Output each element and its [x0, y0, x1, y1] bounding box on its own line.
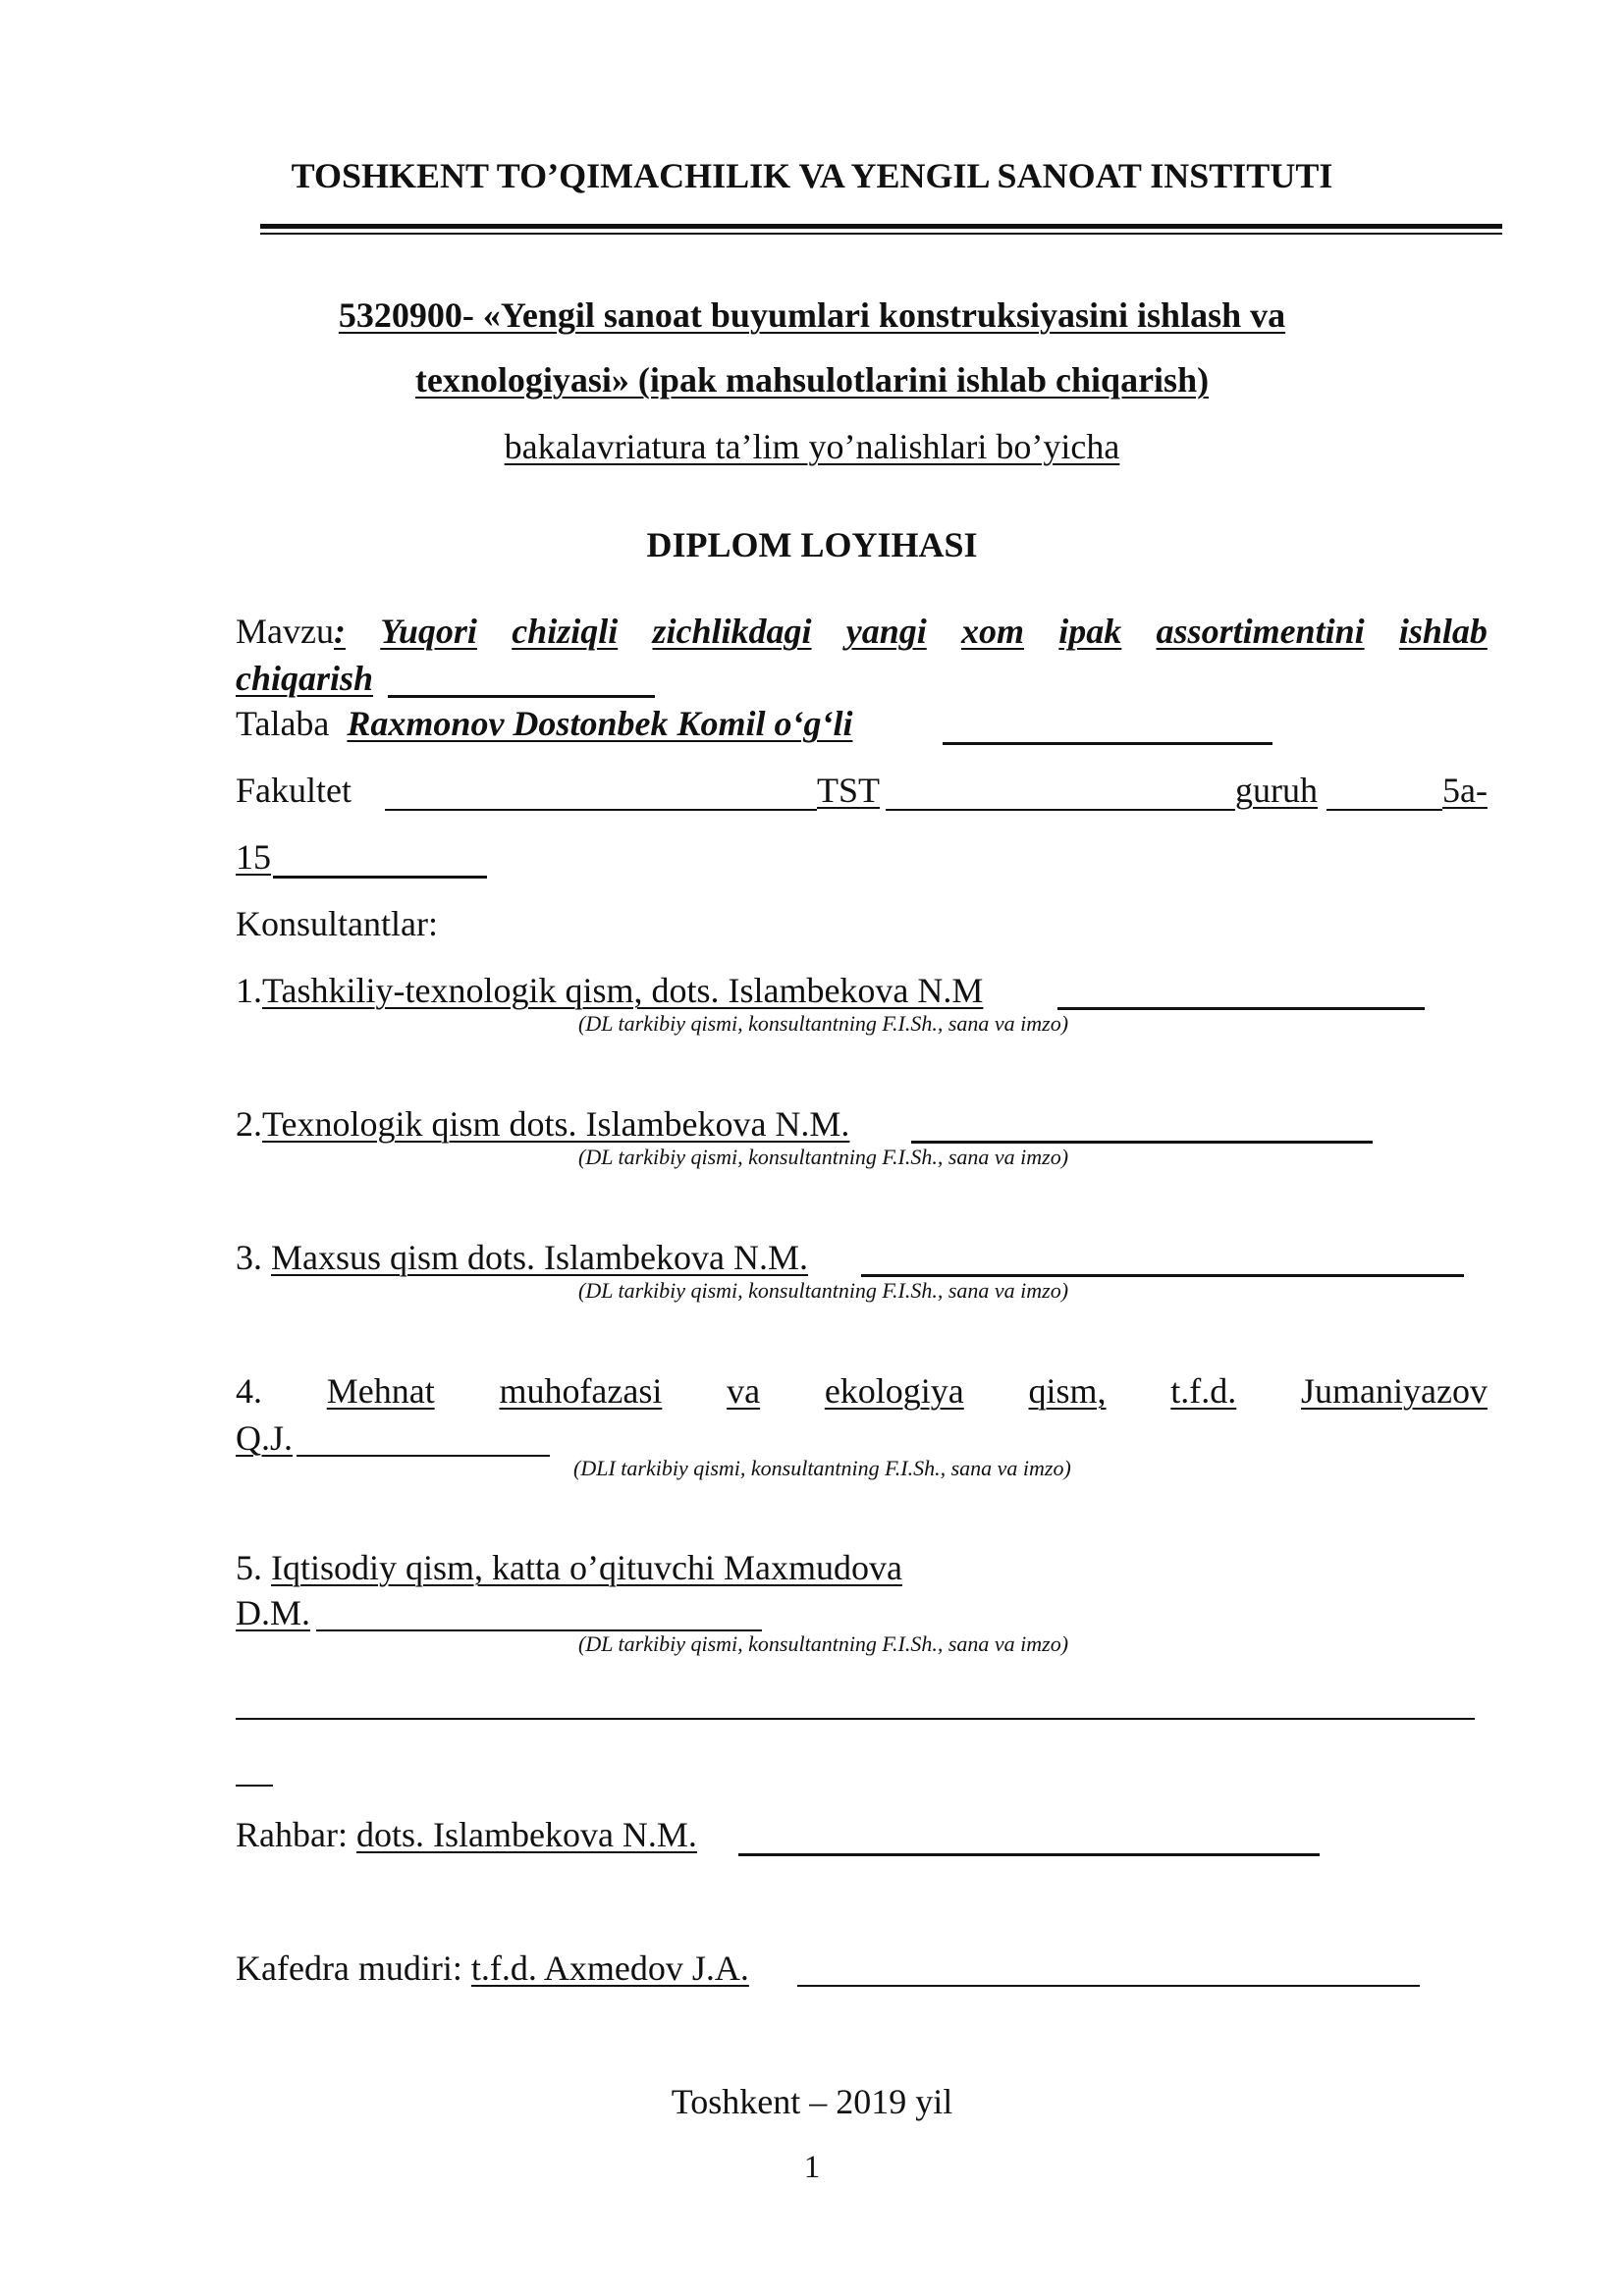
consultant-note: (DL tarkibiy qismi, konsultantning F.I.Sh., sana va imzo) — [578, 1011, 1069, 1036]
topic-label: Mavzu — [236, 612, 334, 651]
document-title: DIPLOM LOYIHASI — [646, 525, 978, 564]
student-fill-line — [943, 742, 1272, 745]
group-fill-2 — [273, 876, 487, 879]
consultant-word: ekologiya — [824, 1371, 964, 1411]
faculty-value: TST — [817, 771, 881, 810]
consultant-word: muhofazasi — [499, 1371, 663, 1411]
head-line — [236, 1948, 749, 1989]
place-year: Toshkent – 2019 yil — [671, 2082, 953, 2121]
consultant-text: Iqtisodiy qism, katta o’qituvchi Maxmudova — [271, 1548, 902, 1587]
topic-word: ipak — [1058, 612, 1122, 651]
consultant-5-line-2: D.M. — [236, 1593, 311, 1632]
consultant-text: Maxsus qism dots. Islambekova N.M. — [271, 1238, 808, 1277]
consultant-word: Mehnat — [326, 1371, 435, 1411]
consultant-word: va — [727, 1371, 761, 1411]
consultant-2-fill — [911, 1141, 1373, 1144]
topic-word: xom — [961, 612, 1025, 651]
topic-line-2: chiqarish — [236, 659, 374, 698]
consultant-3 — [236, 1237, 808, 1278]
consultant-text: Texnologik qism dots. Islambekova N.M. — [262, 1104, 850, 1144]
head-label: Kafedra mudiri: — [236, 1949, 462, 1988]
topic-word: chiziqli — [512, 612, 619, 651]
consultant-text: Tashkiliy-texnologik qism, dots. Islambekova N.M — [262, 971, 984, 1010]
head-fill — [797, 1985, 1420, 1987]
topic-word: assortimentini — [1156, 612, 1365, 651]
faculty-fill-1 — [385, 809, 817, 811]
consultant-number: 4. — [236, 1371, 262, 1411]
specialty-line-1: 5320900- «Yengil sanoat buyumlari konstruksiyasini ishlash va — [338, 295, 1286, 335]
consultant-number: 3. — [236, 1238, 271, 1277]
consultant-1 — [236, 970, 983, 1011]
consultants-label: Konsultantlar: — [236, 904, 438, 943]
consultant-number: 2. — [236, 1104, 262, 1144]
consultant-note: (DL tarkibiy qismi, konsultantning F.I.Sh., sana va imzo) — [578, 1631, 1069, 1656]
consultant-4-line-2: Q.J. — [236, 1418, 294, 1458]
consultant-1-fill — [1057, 1007, 1425, 1010]
topic-word: yangi — [845, 612, 927, 651]
consultant-note: (DLI tarkibiy qismi, konsultantning F.I.Sh., sana va imzo) — [573, 1456, 1071, 1480]
faculty-label: Fakultet — [236, 771, 352, 810]
topic-word: Yuqori — [380, 612, 477, 651]
student-name: Raxmonov Dostonbek Komil o‘g‘li — [347, 704, 853, 743]
supervisor-line — [236, 1814, 697, 1855]
blank-line-tail — [236, 1785, 273, 1787]
consultant-3-fill — [861, 1274, 1464, 1277]
header-rule-thick — [260, 224, 1502, 229]
consultant-word: Jumaniyazov — [1301, 1371, 1488, 1411]
group-value-part1: 5a- — [1442, 771, 1488, 810]
consultant-2 — [236, 1103, 849, 1145]
topic-fill-line — [388, 695, 655, 698]
specialty-line-2: texnologiyasi» (ipak mahsulotlarini ishlab chiqarish) — [414, 360, 1210, 400]
faculty-fill-2 — [886, 809, 1235, 811]
topic-line-1 — [236, 611, 1488, 652]
student-label: Talaba — [236, 704, 330, 743]
student-line — [236, 703, 852, 744]
specialty-line-3: bakalavriatura ta’lim yo’nalishlari bo’yicha — [504, 427, 1120, 466]
consultant-note: (DL tarkibiy qismi, konsultantning F.I.Sh., sana va imzo) — [578, 1145, 1069, 1169]
consultant-number: 5. — [236, 1548, 271, 1587]
group-value-part2: 15 — [236, 837, 271, 877]
consultant-4-fill — [297, 1455, 550, 1457]
supervisor-fill — [738, 1853, 1320, 1856]
page-number: 1 — [803, 2150, 821, 2185]
topic-colon: : — [333, 612, 346, 651]
consultant-number: 1. — [236, 971, 262, 1010]
header-rule-thin — [260, 233, 1502, 235]
consultant-4-line-1 — [236, 1370, 1488, 1412]
topic-word: zichlikdagi — [652, 612, 812, 651]
consultant-note: (DL tarkibiy qismi, konsultantning F.I.Sh., sana va imzo) — [578, 1278, 1069, 1303]
topic-word: ishlab — [1398, 612, 1488, 651]
institute-title: TOSHKENT TO’QIMACHILIK VA YENGIL SANOAT INSTITUTI — [291, 156, 1333, 195]
group-fill — [1326, 809, 1442, 811]
supervisor-name: dots. Islambekova N.M. — [355, 1815, 697, 1854]
consultant-word: t.f.d. — [1170, 1371, 1237, 1411]
consultant-word: qism, — [1028, 1371, 1107, 1411]
supervisor-label: Rahbar: — [236, 1815, 348, 1854]
head-name: t.f.d. Axmedov J.A. — [470, 1949, 749, 1988]
group-label: guruh — [1235, 771, 1318, 810]
consultant-5 — [236, 1547, 902, 1588]
blank-line — [236, 1718, 1475, 1720]
